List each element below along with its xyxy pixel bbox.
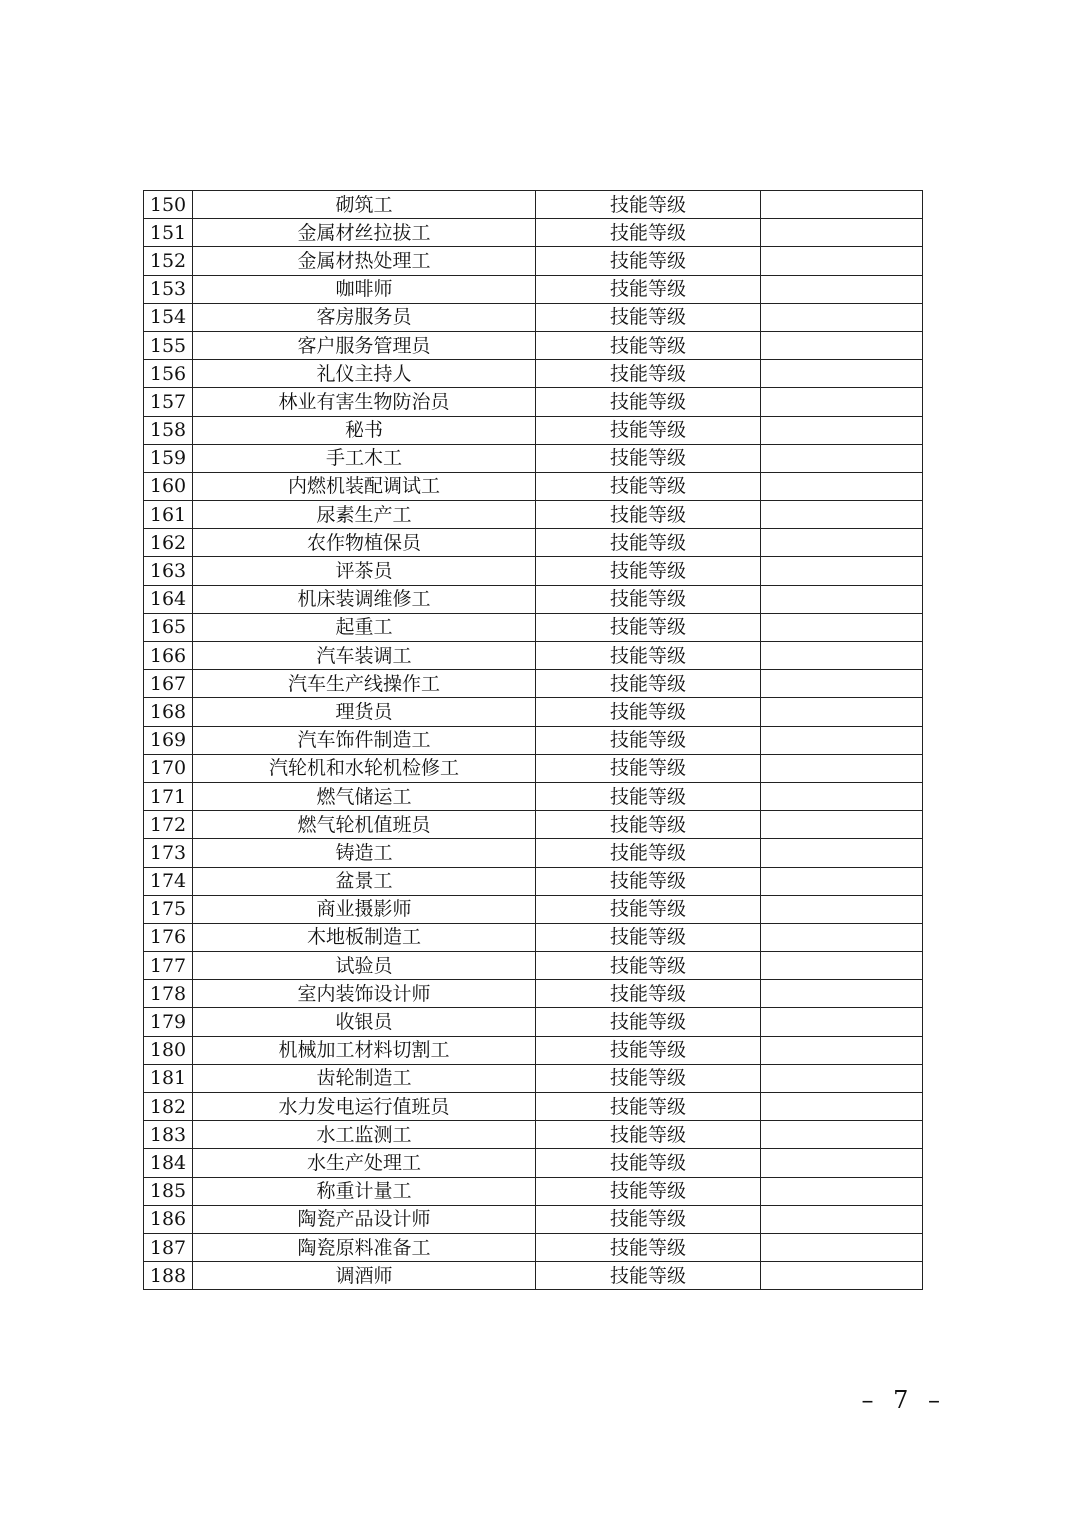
table-row [144, 191, 923, 219]
evaluation-type-cell: 技能等级 [536, 952, 761, 980]
evaluation-type-cell: 技能等级 [536, 191, 761, 219]
table-row [144, 952, 923, 980]
evaluation-type-cell: 技能等级 [536, 811, 761, 839]
row-number-cell: 160 [144, 472, 193, 500]
occupation-name-cell: 试验员 [193, 952, 536, 980]
evaluation-type-cell: 技能等级 [536, 219, 761, 247]
evaluation-type-cell: 技能等级 [536, 275, 761, 303]
table-row [144, 1149, 923, 1177]
evaluation-type-cell: 技能等级 [536, 360, 761, 388]
table-row [144, 1177, 923, 1205]
evaluation-type-cell: 技能等级 [536, 1093, 761, 1121]
evaluation-type-cell: 技能等级 [536, 303, 761, 331]
row-number-cell: 169 [144, 726, 193, 754]
occupation-name-cell: 内燃机装配调试工 [193, 472, 536, 500]
row-number-cell: 151 [144, 219, 193, 247]
table-row [144, 754, 923, 782]
occupation-name-cell: 燃气轮机值班员 [193, 811, 536, 839]
table-row [144, 472, 923, 500]
row-number-cell: 183 [144, 1121, 193, 1149]
occupation-name-cell: 金属材丝拉拔工 [193, 219, 536, 247]
occupation-name-cell: 尿素生产工 [193, 501, 536, 529]
occupation-name-cell: 起重工 [193, 613, 536, 641]
evaluation-type-cell: 技能等级 [536, 726, 761, 754]
row-number-cell: 174 [144, 867, 193, 895]
evaluation-type-cell: 技能等级 [536, 1177, 761, 1205]
evaluation-type-cell: 技能等级 [536, 247, 761, 275]
evaluation-type-cell: 技能等级 [536, 642, 761, 670]
occupation-table-body [144, 191, 923, 1290]
remarks-cell [761, 1036, 923, 1064]
table-row [144, 219, 923, 247]
evaluation-type-cell: 技能等级 [536, 388, 761, 416]
occupation-name-cell: 农作物植保员 [193, 529, 536, 557]
occupation-name-cell: 收银员 [193, 1008, 536, 1036]
row-number-cell: 173 [144, 839, 193, 867]
table-row [144, 613, 923, 641]
row-number-cell: 165 [144, 613, 193, 641]
evaluation-type-cell: 技能等级 [536, 529, 761, 557]
remarks-cell [761, 1121, 923, 1149]
table-row [144, 642, 923, 670]
evaluation-type-cell: 技能等级 [536, 1008, 761, 1036]
row-number-cell: 175 [144, 895, 193, 923]
row-number-cell: 152 [144, 247, 193, 275]
remarks-cell [761, 360, 923, 388]
occupation-name-cell: 室内装饰设计师 [193, 980, 536, 1008]
evaluation-type-cell: 技能等级 [536, 444, 761, 472]
remarks-cell [761, 585, 923, 613]
occupation-table [143, 190, 923, 1290]
table-row [144, 698, 923, 726]
row-number-cell: 184 [144, 1149, 193, 1177]
row-number-cell: 178 [144, 980, 193, 1008]
row-number-cell: 187 [144, 1233, 193, 1261]
row-number-cell: 182 [144, 1093, 193, 1121]
occupation-name-cell: 砌筑工 [193, 191, 536, 219]
occupation-name-cell: 水力发电运行值班员 [193, 1093, 536, 1121]
table-row [144, 726, 923, 754]
evaluation-type-cell: 技能等级 [536, 923, 761, 951]
evaluation-type-cell: 技能等级 [536, 670, 761, 698]
table-row [144, 1262, 923, 1290]
remarks-cell [761, 811, 923, 839]
table-row [144, 867, 923, 895]
evaluation-type-cell: 技能等级 [536, 895, 761, 923]
occupation-name-cell: 理货员 [193, 698, 536, 726]
occupation-name-cell: 机械加工材料切割工 [193, 1036, 536, 1064]
occupation-name-cell: 木地板制造工 [193, 923, 536, 951]
occupation-name-cell: 金属材热处理工 [193, 247, 536, 275]
occupation-name-cell: 铸造工 [193, 839, 536, 867]
table-row [144, 416, 923, 444]
remarks-cell [761, 219, 923, 247]
row-number-cell: 161 [144, 501, 193, 529]
table-row [144, 585, 923, 613]
remarks-cell [761, 726, 923, 754]
table-row [144, 895, 923, 923]
row-number-cell: 181 [144, 1064, 193, 1092]
remarks-cell [761, 754, 923, 782]
evaluation-type-cell: 技能等级 [536, 698, 761, 726]
remarks-cell [761, 642, 923, 670]
occupation-name-cell: 齿轮制造工 [193, 1064, 536, 1092]
table-row [144, 1008, 923, 1036]
page-number: – 7 – [861, 1386, 946, 1414]
remarks-cell [761, 191, 923, 219]
row-number-cell: 158 [144, 416, 193, 444]
remarks-cell [761, 895, 923, 923]
table-row [144, 1093, 923, 1121]
row-number-cell: 172 [144, 811, 193, 839]
table-row [144, 360, 923, 388]
occupation-name-cell: 客房服务员 [193, 303, 536, 331]
remarks-cell [761, 275, 923, 303]
remarks-cell [761, 331, 923, 359]
table-row [144, 247, 923, 275]
row-number-cell: 188 [144, 1262, 193, 1290]
remarks-cell [761, 501, 923, 529]
remarks-cell [761, 782, 923, 810]
occupation-name-cell: 礼仪主持人 [193, 360, 536, 388]
occupation-name-cell: 评茶员 [193, 557, 536, 585]
table-row [144, 557, 923, 585]
table-row [144, 670, 923, 698]
occupation-name-cell: 汽车装调工 [193, 642, 536, 670]
table-row [144, 529, 923, 557]
evaluation-type-cell: 技能等级 [536, 782, 761, 810]
row-number-cell: 167 [144, 670, 193, 698]
occupation-name-cell: 机床装调维修工 [193, 585, 536, 613]
table-row [144, 980, 923, 1008]
table-row [144, 331, 923, 359]
row-number-cell: 157 [144, 388, 193, 416]
remarks-cell [761, 923, 923, 951]
row-number-cell: 150 [144, 191, 193, 219]
table-row [144, 782, 923, 810]
row-number-cell: 154 [144, 303, 193, 331]
evaluation-type-cell: 技能等级 [536, 557, 761, 585]
evaluation-type-cell: 技能等级 [536, 613, 761, 641]
remarks-cell [761, 1262, 923, 1290]
occupation-name-cell: 水生产处理工 [193, 1149, 536, 1177]
evaluation-type-cell: 技能等级 [536, 585, 761, 613]
table-row [144, 444, 923, 472]
evaluation-type-cell: 技能等级 [536, 1262, 761, 1290]
evaluation-type-cell: 技能等级 [536, 1036, 761, 1064]
table-row [144, 1233, 923, 1261]
table-row [144, 501, 923, 529]
evaluation-type-cell: 技能等级 [536, 867, 761, 895]
row-number-cell: 162 [144, 529, 193, 557]
occupation-name-cell: 水工监测工 [193, 1121, 536, 1149]
row-number-cell: 186 [144, 1205, 193, 1233]
evaluation-type-cell: 技能等级 [536, 980, 761, 1008]
row-number-cell: 153 [144, 275, 193, 303]
remarks-cell [761, 1149, 923, 1177]
remarks-cell [761, 444, 923, 472]
occupation-name-cell: 手工木工 [193, 444, 536, 472]
occupation-name-cell: 秘书 [193, 416, 536, 444]
occupation-name-cell: 称重计量工 [193, 1177, 536, 1205]
table-row [144, 388, 923, 416]
occupation-name-cell: 燃气储运工 [193, 782, 536, 810]
evaluation-type-cell: 技能等级 [536, 754, 761, 782]
evaluation-type-cell: 技能等级 [536, 1233, 761, 1261]
occupation-name-cell: 客户服务管理员 [193, 331, 536, 359]
row-number-cell: 171 [144, 782, 193, 810]
table-row [144, 1064, 923, 1092]
row-number-cell: 164 [144, 585, 193, 613]
table-row [144, 839, 923, 867]
remarks-cell [761, 472, 923, 500]
remarks-cell [761, 1233, 923, 1261]
occupation-name-cell: 咖啡师 [193, 275, 536, 303]
row-number-cell: 176 [144, 923, 193, 951]
occupation-name-cell: 汽车饰件制造工 [193, 726, 536, 754]
evaluation-type-cell: 技能等级 [536, 1121, 761, 1149]
row-number-cell: 185 [144, 1177, 193, 1205]
occupation-name-cell: 陶瓷产品设计师 [193, 1205, 536, 1233]
evaluation-type-cell: 技能等级 [536, 839, 761, 867]
remarks-cell [761, 952, 923, 980]
occupation-name-cell: 调酒师 [193, 1262, 536, 1290]
occupation-name-cell: 商业摄影师 [193, 895, 536, 923]
remarks-cell [761, 867, 923, 895]
remarks-cell [761, 529, 923, 557]
evaluation-type-cell: 技能等级 [536, 472, 761, 500]
remarks-cell [761, 698, 923, 726]
remarks-cell [761, 1064, 923, 1092]
row-number-cell: 156 [144, 360, 193, 388]
remarks-cell [761, 1177, 923, 1205]
row-number-cell: 177 [144, 952, 193, 980]
evaluation-type-cell: 技能等级 [536, 331, 761, 359]
table-row [144, 811, 923, 839]
row-number-cell: 170 [144, 754, 193, 782]
occupation-name-cell: 林业有害生物防治员 [193, 388, 536, 416]
remarks-cell [761, 980, 923, 1008]
row-number-cell: 163 [144, 557, 193, 585]
occupation-name-cell: 盆景工 [193, 867, 536, 895]
occupation-name-cell: 陶瓷原料准备工 [193, 1233, 536, 1261]
remarks-cell [761, 1093, 923, 1121]
occupation-name-cell: 汽车生产线操作工 [193, 670, 536, 698]
table-row [144, 275, 923, 303]
remarks-cell [761, 1008, 923, 1036]
remarks-cell [761, 613, 923, 641]
table-row [144, 1121, 923, 1149]
table-row [144, 1205, 923, 1233]
table-row [144, 1036, 923, 1064]
occupation-name-cell: 汽轮机和水轮机检修工 [193, 754, 536, 782]
remarks-cell [761, 388, 923, 416]
row-number-cell: 159 [144, 444, 193, 472]
row-number-cell: 168 [144, 698, 193, 726]
row-number-cell: 155 [144, 331, 193, 359]
remarks-cell [761, 557, 923, 585]
evaluation-type-cell: 技能等级 [536, 1205, 761, 1233]
row-number-cell: 180 [144, 1036, 193, 1064]
evaluation-type-cell: 技能等级 [536, 1149, 761, 1177]
row-number-cell: 179 [144, 1008, 193, 1036]
table-row [144, 923, 923, 951]
remarks-cell [761, 303, 923, 331]
row-number-cell: 166 [144, 642, 193, 670]
remarks-cell [761, 416, 923, 444]
table-row [144, 303, 923, 331]
evaluation-type-cell: 技能等级 [536, 416, 761, 444]
remarks-cell [761, 670, 923, 698]
remarks-cell [761, 1205, 923, 1233]
evaluation-type-cell: 技能等级 [536, 1064, 761, 1092]
remarks-cell [761, 247, 923, 275]
remarks-cell [761, 839, 923, 867]
evaluation-type-cell: 技能等级 [536, 501, 761, 529]
